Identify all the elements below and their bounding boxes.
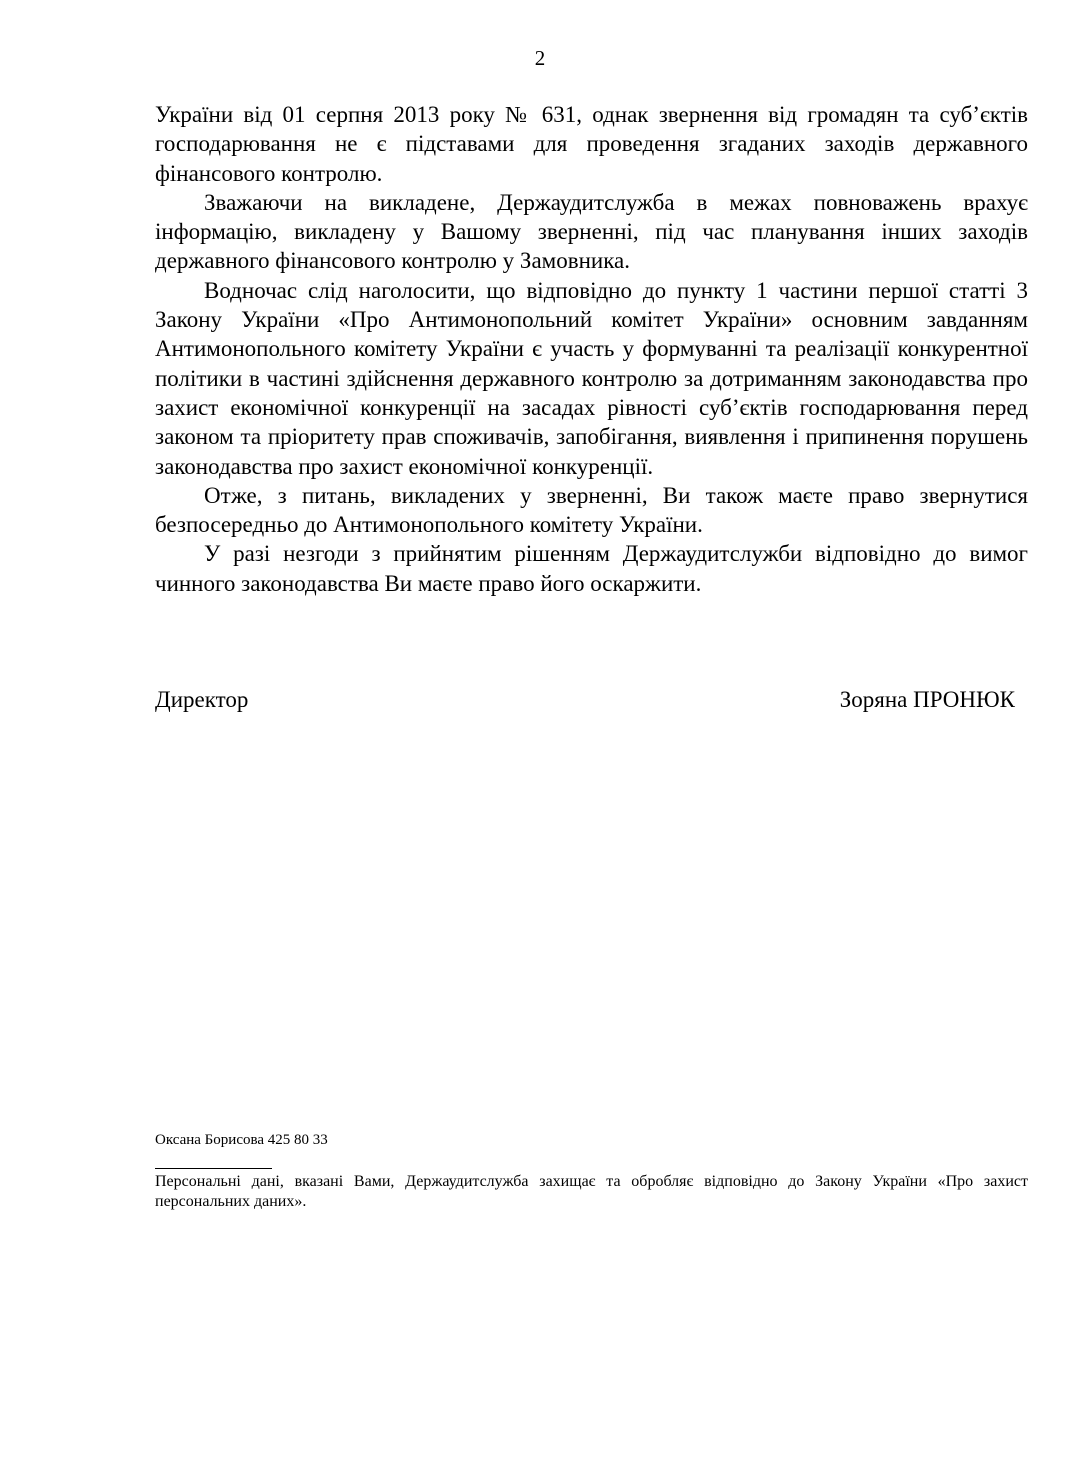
page-number: 2 <box>534 46 546 70</box>
paragraph-right-to-challenge: У разі незгоди з прийнятим рішенням Держаудитслужби відповідно до вимог чинного законодавства Ви маєте право його оскаржити. <box>155 541 1028 596</box>
paragraph-considering: Зважаючи на викладене, Держаудитслужба в межах повноважень врахує інформацію, викладену у Вашому зверненні, під час планування інших заходів державного фінансового контролю у Замовника. <box>155 189 1028 274</box>
signature-title: Директор <box>155 687 249 712</box>
paragraph-antimonopoly-duties: Водночас слід наголосити, що відповідно до пункту 1 частини першої статті 3 Закону України «Про Антимонопольний комітет України» основним завданням Антимонопольного комітету України є участь у формуванні та реалізації конкурентної політики в частині здійснення державного контролю за дотриманням законодавства про захист економічної конкуренції на засадах рівності суб’єктів господарювання перед законом та пріоритету прав споживачів, запобігання, виявлення і припинення порушень законодавства про захист економічної конкуренції. <box>155 277 1028 479</box>
executor-contact: Оксана Борисова 425 80 33 <box>155 1132 328 1148</box>
paragraph-continuation: України від 01 серпня 2013 року № 631, однак звернення від громадян та суб’єктів господарювання не є підставами для проведення згаданих заходів державного фінансового контролю. <box>155 102 1028 186</box>
paragraph-right-to-appeal-amcu: Отже, з питань, викладених у зверненні, Ви також маєте право звернутися безпосередньо до Антимонопольного комітету України. <box>155 482 1028 538</box>
signature-name: Зоряна ПРОНЮК <box>839 687 1015 712</box>
letter-body <box>155 100 1028 598</box>
footnote-divider <box>155 1168 272 1169</box>
footnote-personal-data: Персональні дані, вказані Вами, Держаудитслужба захищає та обробляє відповідно до Закону України «Про захист персональних даних». <box>155 1173 1028 1210</box>
